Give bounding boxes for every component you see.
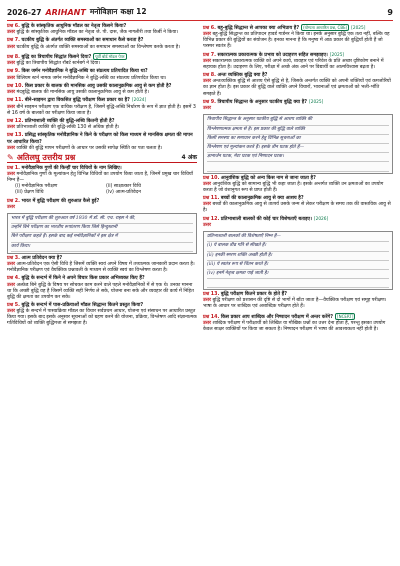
option-item: (i) मनोवैज्ञानिक परीक्षण [15, 184, 58, 190]
answer-label: उत्तर [7, 125, 15, 131]
answer-block [203, 59, 393, 71]
right-column [203, 24, 393, 335]
question-item [7, 166, 197, 196]
handwritten-line: उन्होंने बिने परीक्षण का भारतीय रूपांतरण किया जिसे हिन्दुस्तानी [11, 224, 193, 233]
question-item [7, 276, 197, 300]
handwritten-line: (iv) इनमें नेतृत्व क्षमता पाई जाती है। [207, 270, 389, 279]
answer-block [7, 146, 197, 152]
answer-block [7, 45, 197, 51]
question-text: बीने-साइमन द्वारा विकसित बुद्धि परीक्षण किस प्रकार का है? [24, 98, 130, 104]
answer-block [7, 105, 197, 117]
answer-text: बुद्धि के सांस्कृतिक आधुनिक मॉडल का नेतृत्व जे. पी. दास, जैक नागलीरी तथा किर्बी ने किया। [16, 30, 179, 36]
question-number: प्रश्न 6. [203, 26, 216, 31]
section-marks: 4 अंक [181, 153, 197, 161]
question-text: बुद्धि का त्रिचापीय सिद्धांत किसने दिया? [21, 54, 92, 60]
question-number: प्रश्न 7. [203, 52, 216, 58]
handwritten-line: किसी समस्या का समाधान करने हेतु विभिन्न सूचनाओं का [207, 135, 389, 144]
question-number: प्रश्न 8. [203, 73, 216, 79]
question-text: किस प्रकार आप शाब्दिक और निष्पादन परीक्षण में अन्तर करेंगे? [220, 314, 334, 320]
question-number: प्रश्न 3. [7, 255, 20, 261]
answer-block [7, 76, 197, 82]
answer-label: उत्तर [203, 58, 211, 64]
section-header [7, 152, 197, 163]
answer-text: व्यक्ति की बुद्धि मापन परीक्षणों के आधार पर उसकी सापेक्ष स्थिति का पता चलता है। [16, 145, 163, 151]
answer-text: विलियम स्टर्न नामक जर्मन मनोवैज्ञानिक ने बुद्धि-लब्धि का संप्रत्यय प्रतिपादित किया था। [16, 75, 167, 81]
answer-text: मनोवैज्ञानिक गुणों के मूल्यांकन हेतु विभिन्न विधियों का उपयोग किया जाता है, जिनमें प्रमुख चार विधियाँ निम्न हैं— [7, 171, 193, 184]
answer-label: उत्तर [7, 61, 15, 67]
answer-block [7, 205, 197, 211]
question-item [7, 133, 197, 151]
page-number: 9 [387, 7, 393, 17]
question-item [7, 84, 197, 96]
option-item: (ii) साक्षात्कार विधि [106, 184, 141, 190]
answer-text: अल्फ्रेड बिने बुद्धि के विषय पर सोचकर काम करने वाले पहले मनोवैज्ञानिकों में से एक थे। उनका मानना था कि अच्छी बुद्धि वह है जिसमें व्यक्ति सही निर्णय ले सके, योजना बना सके और व्यवहार की कार्य में निहित बुद्धि की क्षमता का उपयोग कर सके। [7, 282, 194, 300]
question-number: प्रश्न 4. [7, 276, 20, 282]
question-item [203, 292, 393, 310]
answer-block [7, 172, 197, 184]
question-text: प्रतिभाशाली बालकों की कोई चार विशेषताएँ बताइए। [220, 216, 312, 222]
question-item [203, 73, 393, 97]
answer-text: बुद्धि का त्रिचापीय सिद्धांत रॉबर्ट स्टर्नबर्ग ने दिया। [16, 61, 101, 67]
question-number: प्रश्न 8. [7, 54, 20, 60]
answer-block [7, 61, 197, 67]
question-text: किस जर्मन मनोवैज्ञानिक ने बुद्धि-लब्धि का संप्रत्यय प्रतिपादित किया था? [21, 69, 148, 75]
question-item [203, 176, 393, 194]
handwritten-line: भारत में बुद्धि परीक्षण की शुरुआत वर्ष 1930 में डॉ. सी. एच. राइस ने की, [11, 215, 193, 224]
question-item [7, 199, 197, 211]
handwritten-line [207, 279, 389, 288]
handwritten-answer-box [203, 231, 393, 290]
question-item [203, 196, 393, 214]
answer-label: उत्तर [203, 106, 211, 112]
question-item [203, 313, 393, 333]
question-item [7, 303, 197, 327]
answer-text: बच्चों की कालानुक्रमिक आयु से तात्पर्य उसके जन्म से लेकर परीक्षण के समय तक की वास्तविक आयु से है। [203, 202, 391, 214]
answer-text: सकारात्मक प्रकारात्मक व्यक्ति को अपने कार्य, व्यवहार एवं परिवेश के प्रति अच्छा दृष्टिकोण बनाने में सहायक होता है। उदाहरण के लिए, परीक्षा में अच्छे अंक आने पर विद्यार्थी का आत्मविश्वास बढ़ता है। [203, 58, 384, 70]
handwritten-line: बिने परीक्षण कहते हैं। इसके बाद कई मनोवैज्ञानिकों ने इस क्षेत्र में [11, 233, 193, 242]
exam-year: [2026] [313, 216, 329, 222]
answer-label: उत्तर [203, 222, 211, 228]
question-item [203, 24, 393, 50]
question-text: अन्तः व्यक्तिक बुद्धि क्या है? [217, 73, 268, 79]
handwritten-line: (iii) ये स्वतंत्र रूप से चिंतन करते हैं। [207, 261, 389, 270]
option-item: (iv) आत्म-प्रतिवेदन [106, 190, 141, 196]
answer-label: उत्तर [7, 75, 15, 81]
answer-text: शाब्दिक परीक्षण में परीक्षार्थी को लिखित या मौखिक प्रश्नों का उत्तर देना होता है, परन्तु इसका उपयोग केवल साक्षर व्यक्तियों पर किया जा सकता है। निष्पादन परीक्षण में भाषा की आवश्यकता नहीं होती है। [203, 320, 386, 333]
answer-text: अन्तःव्यक्तिक बुद्धि से आशय ऐसे बुद्धि से है, जिसके अन्तर्गत व्यक्ति को अपनी शक्तियों एवं कमजोरियों का ज्ञान होता है। इस प्रकार की बुद्धि वाले व्यक्ति अपने विचारों, भावनाओं एवं क्षमताओं को भली-भाँति समझते हैं। [203, 79, 391, 97]
question-text: मनोवैज्ञानिक गुणों की किन्हीं चार विधियों के नाम लिखिए। [21, 165, 122, 171]
answer-label: उत्तर [7, 90, 15, 96]
answer-block [203, 202, 393, 214]
question-text: प्रसिद्ध सांस्कृतिक मनोवैज्ञानिक ने किने के परीक्षण को किस माध्यम से मानसिक क्षमता की मापन पर आधारित किया? [7, 133, 193, 145]
handwritten-answer-box [7, 213, 197, 254]
answer-label: उत्तर [7, 30, 15, 36]
publisher-logo: ARIHANT [45, 7, 86, 17]
answer-text: बुद्धि परीक्षण को प्रशासन की दृष्टि से दो भागों में बाँटा जाता है—वैयक्तिक परीक्षण एवं समूह परीक्षण। भाषा के आधार पर शाब्दिक एवं अशाब्दिक परीक्षण होते हैं। [203, 298, 387, 310]
question-number: प्रश्न 9. [203, 99, 216, 105]
source-badge: पूर्वी बोर्ड मॉडल पेपर [95, 53, 125, 59]
question-item [203, 53, 393, 71]
question-text: किस प्रकार के बालक की मानसिक आयु उसकी कालानुक्रमिक आयु से कम होती है? [24, 83, 172, 89]
question-item [7, 38, 197, 50]
answer-label: उत्तर [7, 171, 15, 177]
source-badge: [NCERT] [337, 313, 354, 319]
question-number: प्रश्न 10. [203, 175, 220, 181]
question-item [7, 119, 197, 131]
question-number: प्रश्न 11. [7, 98, 24, 104]
question-item [203, 217, 393, 229]
question-number: प्रश्न 12. [7, 119, 24, 124]
edition-year: 2026-27 [7, 7, 42, 17]
question-text: बुद्धि के सन्दर्भ में पास-प्रक्रियाओं मॉडल सिद्धान्त कितने प्रस्तुत किया? [21, 303, 144, 309]
handwritten-line [207, 162, 389, 171]
question-number: प्रश्न 13. [203, 292, 220, 298]
answer-label: उत्तर [7, 204, 15, 210]
handwritten-line: ज्ञानार्जन घटक, मेटा घटक एवं निष्पादन घटक। [207, 153, 389, 162]
answer-label: उत्तर [203, 298, 211, 304]
question-text: बहु-बुद्धि सिद्धान्त से आपका क्या अभिप्राय है? [217, 26, 300, 31]
pencil-icon: ✎ [7, 152, 14, 162]
handwritten-line: (i) ये बालक तीव्र गति से सीखते हैं। [207, 242, 389, 251]
answer-block [203, 182, 393, 194]
question-number: प्रश्न 14. [203, 314, 220, 320]
question-text: आनुवंशिक बुद्धि को अन्य किस नाम से जाना जाता है? [220, 175, 316, 181]
class-label: कक्षा 12 [120, 7, 147, 16]
handwritten-line: प्रतिभाशाली बालकों की विशेषताएँ निम्न हैं— [207, 233, 389, 242]
exam-year: [2024] [131, 98, 147, 104]
answer-block [203, 106, 393, 112]
answer-label: उत्तर [7, 44, 15, 50]
handwritten-line: विश्लेषण एवं मूल्यांकन करते हैं। इसके तीन घटक होते हैं— [207, 144, 389, 153]
answer-block [203, 298, 393, 310]
answer-block [203, 79, 393, 97]
answer-block [203, 223, 393, 229]
question-item [203, 100, 393, 112]
answer-label: उत्तर [203, 32, 211, 38]
answer-block [203, 321, 393, 333]
question-number: प्रश्न 6. [7, 24, 20, 29]
answer-block [7, 90, 197, 96]
question-item [7, 256, 197, 274]
answer-block [7, 283, 197, 301]
question-number: प्रश्न 2. [7, 198, 20, 204]
question-text: घटकीय बुद्धि के अंतर्गत व्यक्ति समस्याओं का समाधान कैसे करता है? [21, 38, 144, 44]
handwritten-line: विश्लेषणात्मक क्षमता से है। इस प्रकार की बुद्धि वाले व्यक्ति [207, 126, 389, 135]
option-list [7, 184, 197, 196]
handwritten-line: कार्य किया। [11, 243, 193, 252]
answer-label: उत्तर [7, 261, 15, 267]
question-number: प्रश्न 11. [203, 196, 220, 202]
answer-block [7, 30, 197, 36]
exam-year: [2025] [309, 99, 324, 105]
question-text: त्रिचापीय सिद्धान्त के अनुसार घटकीय बुद्धि क्या है? [217, 99, 308, 105]
answer-text: बुद्धि के सन्दर्भ में पासप्रक्रिया मॉडल का विचार सर्वप्रथम आधार, योजना एवं संसाधन पर आधारित प्रस्तुत किया गया। इसके बाद इसके अनुसार सूचनाओं को ग्रहण करने की योजना, प्रक्रिया, विश्लेषण आदि संज्ञानात्मक गतिविधियों को व्यक्ति बुद्धिमत्ता से समझता है। [7, 309, 197, 327]
answer-text: घटकीय बुद्धि के अंतर्गत व्यक्ति समस्याओं का समाधान समस्याओं का विश्लेषण करके करता है। [16, 44, 181, 50]
question-text: बुद्धि के सन्दर्भ में किने ने अपने विचार किस प्रकार अभिव्यक्त किए हैं? [21, 276, 145, 282]
answer-text: बहु-बुद्धि सिद्धान्त का प्रतिपादन हावर्ड गार्डनर ने किया था। इनके अनुसार बुद्धि एक तत्व नहीं, बल्कि यह विभिन्न प्रकार की बुद्धियों का संयोजन है। इनका मानना है कि मनुष्य में आठ प्रकार की बुद्धियाँ होती हैं जो परस्पर स्वतंत्र हैं। [203, 32, 390, 50]
answer-block [7, 262, 197, 274]
answer-label: उत्तर [7, 104, 15, 110]
left-column [7, 24, 197, 335]
answer-text: प्रतिभाशाली व्यक्ति की बुद्धि-लब्धि 130 से अधिक होती है। [16, 125, 120, 131]
answer-block [7, 309, 197, 327]
answer-label: उत्तर [203, 202, 211, 208]
question-number: प्रश्न 1. [7, 165, 20, 171]
question-text: बुद्धि के सांस्कृतिक आधुनिक मॉडल का नेतृत्व किसने किया? [21, 24, 127, 29]
answer-label: उत्तर [203, 320, 211, 326]
answer-label: उत्तर [203, 181, 211, 187]
question-number: प्रश्न 5. [7, 303, 20, 309]
question-text: बुद्धि परीक्षण कितने प्रकार के होते हैं? [220, 292, 287, 298]
answer-text: मंदबुद्धि बालक की मानसिक आयु उसकी कालानुक्रमिक आयु से कम होती है। [16, 90, 149, 96]
section-title: अतिलघु उत्तरीय प्रश्न [16, 152, 76, 162]
exam-year: [2025] [351, 26, 366, 31]
answer-block [7, 125, 197, 131]
question-text: सकारात्मक प्रकारात्मक के प्रभाव को उदाहरण सहित समझाइए। [217, 52, 328, 58]
question-text: बच्चों की कालानुक्रमिक आयु से क्या आशय है? [220, 196, 304, 202]
question-text: प्रतिभाशाली व्यक्ति की बुद्धि-लब्धि कितनी होती है? [24, 119, 115, 124]
handwritten-answer-box [203, 114, 393, 173]
handwritten-line: (ii) इनकी स्मरण शक्ति अच्छी होती है। [207, 252, 389, 261]
subject-title: मनोविज्ञान [89, 7, 118, 16]
question-item [7, 24, 197, 36]
exam-year: [2025] [329, 52, 345, 58]
question-item [7, 98, 197, 116]
answer-block [203, 32, 393, 50]
answer-label: उत्तर [7, 282, 15, 288]
option-item: (iii) प्रेक्षण विधि [15, 190, 44, 196]
source-badge: (योग्यता आधारित प्रश्न, CBE) [303, 25, 348, 30]
question-number: प्रश्न 7. [7, 38, 20, 44]
question-number: प्रश्न 12. [203, 216, 220, 222]
question-item [7, 53, 197, 67]
answer-label: उत्तर [203, 79, 211, 85]
answer-text: आत्म-प्रतिवेदन एक ऐसी विधि है जिसमें व्यक्ति स्वयं अपने विषय में तथ्यात्मक जानकारी प्रदान करता है। मनोवैज्ञानिक परीक्षण एवं वैयक्तिक प्रश्नावली के माध्यम से व्यक्ति स्वयं का विश्लेषण करता है। [7, 261, 195, 274]
question-number: प्रश्न 13. [7, 133, 24, 139]
page-header [7, 4, 393, 21]
question-text: भारत में बुद्धि परीक्षण की शुरुआत कैसे हुई? [21, 198, 100, 204]
answer-label: उत्तर [7, 145, 15, 151]
answer-text: बीने साइमन परीक्षण एक वाचिक परीक्षण है, जिसमें बुद्धि-लब्धि निर्धारण के रूप में ज्ञात होती है। इसमें 3 से 16 वर्ष के बालकों का परीक्षण किया जाता है। [7, 104, 196, 116]
handwritten-line: त्रिचापीय सिद्धान्त के अनुसार घटकीय बुद्धि से आशय व्यक्ति की [207, 116, 389, 125]
answer-text: आनुवंशिक बुद्धि को सामान्य बुद्धि भी कहा जाता है। इसके अन्तर्गत व्यक्ति उन क्षमताओं का उपयोग करता है जो वंशानुगत रूप से प्राप्त होती हैं। [203, 181, 384, 193]
question-text: आत्म प्रतिवेदन क्या है? [21, 255, 63, 261]
question-number: प्रश्न 9. [7, 69, 20, 75]
question-number: प्रश्न 10. [7, 83, 24, 89]
answer-label: उत्तर [7, 309, 15, 315]
question-item [7, 69, 197, 81]
